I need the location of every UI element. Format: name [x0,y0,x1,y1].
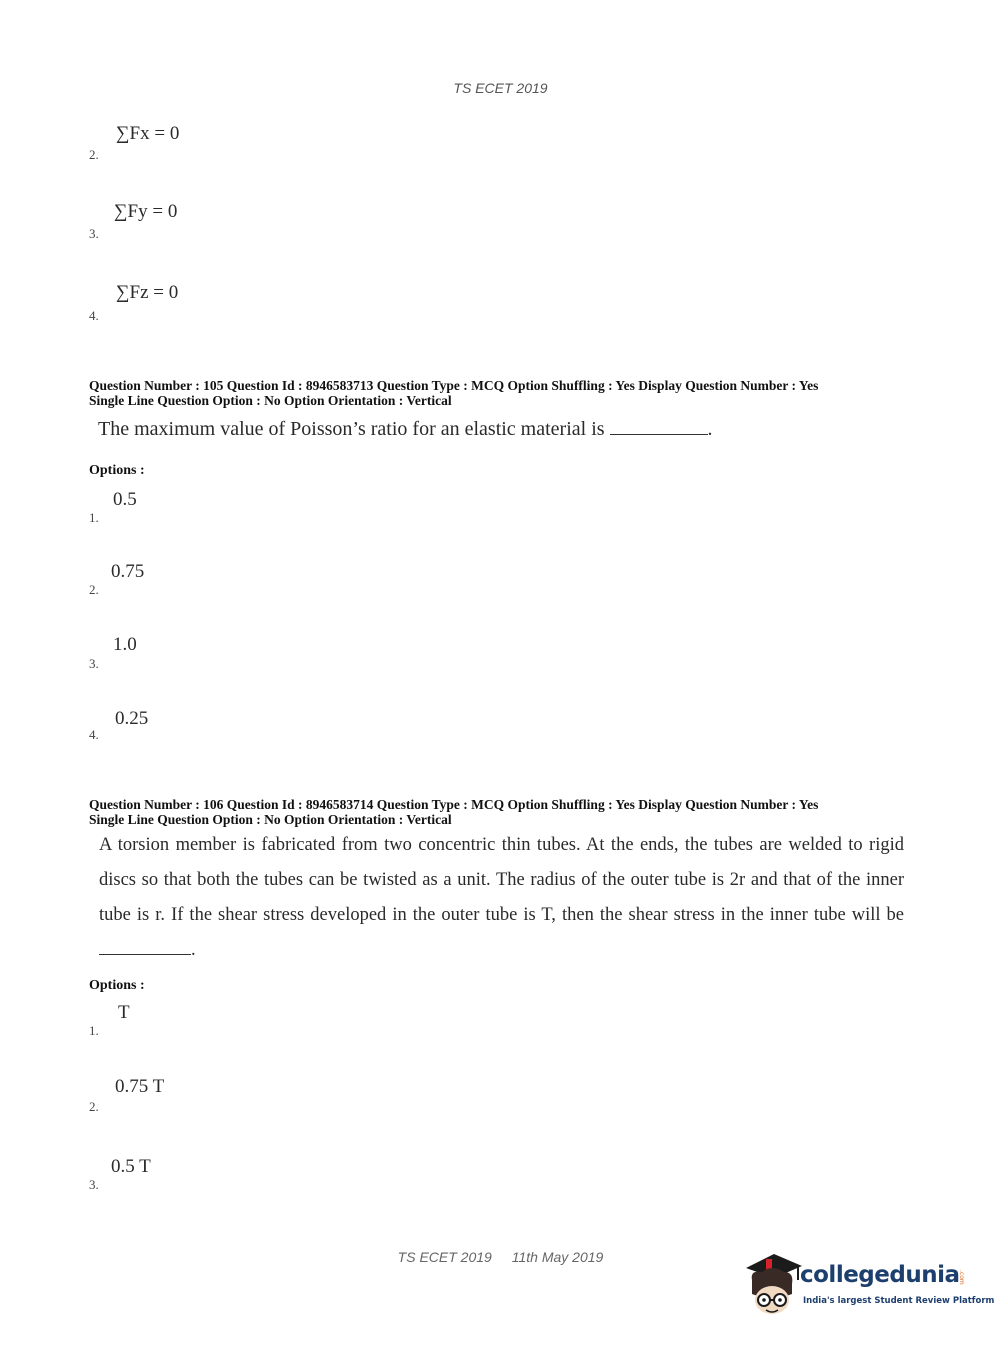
option-number: 4. [89,727,99,742]
mascot-icon [742,1250,804,1320]
question-meta-105 [89,378,818,408]
logo-domain: .com [958,1270,965,1285]
footer-exam: TS ECET 2019 [397,1249,492,1265]
question-text-106 [99,828,904,968]
question-text: The maximum value of Poisson’s ratio for an elastic material is [98,418,605,440]
page-header: TS ECET 2019 [453,80,548,96]
option-text: 0.25 [115,708,149,729]
question-text: A torsion member is fabricated from two concentric thin tubes. At the ends, the tubes are welded to rigid discs so that both the tubes can be twisted as a unit. The radius of the outer tube is 2r and that of the inner tube is r. If the shear stress developed in the outer tube is T, then the shear stress in the inner tube will be [99,835,904,925]
option-number: 2. [89,582,99,597]
option-text: 0.5 T [111,1156,151,1177]
option-text: ∑Fx = 0 [116,123,180,144]
question-meta-line: Question Number : 106 Question Id : 8946583714 Question Type : MCQ Option Shuffling : Yes Display Question Number : Yes [89,797,819,812]
logo-tagline: India's largest Student Review Platform [803,1296,995,1306]
option-number: 3. [89,656,99,671]
logo-name: collegedunia [800,1262,960,1288]
question-meta-line: Question Number : 105 Question Id : 8946583713 Question Type : MCQ Option Shuffling : Yes Display Question Number : Yes [89,378,819,393]
question-text-105 [98,418,713,441]
option-text: 0.5 [113,489,137,510]
options-label: Options : [89,978,145,993]
question-end: . [707,418,713,440]
question-meta-line: Single Line Question Option : No Option Orientation : Vertical [89,393,452,408]
option-number: 2. [89,1099,99,1114]
option-text: 0.75 T [115,1076,165,1097]
answer-blank [99,954,191,955]
question-end: . [191,940,196,960]
option-text: T [118,1002,130,1023]
option-text: ∑Fz = 0 [116,282,179,303]
option-number: 3. [89,1177,99,1192]
option-number: 1. [89,510,99,525]
option-number: 4. [89,308,99,323]
question-meta-line: Single Line Question Option : No Option Orientation : Vertical [89,812,452,827]
answer-blank [610,434,708,435]
option-number: 2. [89,147,99,162]
options-label: Options : [89,463,145,478]
footer-date: 11th May 2019 [511,1249,604,1265]
option-text: 0.75 [111,561,145,582]
collegedunia-logo [742,1250,995,1320]
option-number: 1. [89,1023,99,1038]
option-text: ∑Fy = 0 [114,201,178,222]
option-text: 1.0 [113,634,137,655]
question-meta-106 [89,797,818,827]
option-number: 3. [89,226,99,241]
